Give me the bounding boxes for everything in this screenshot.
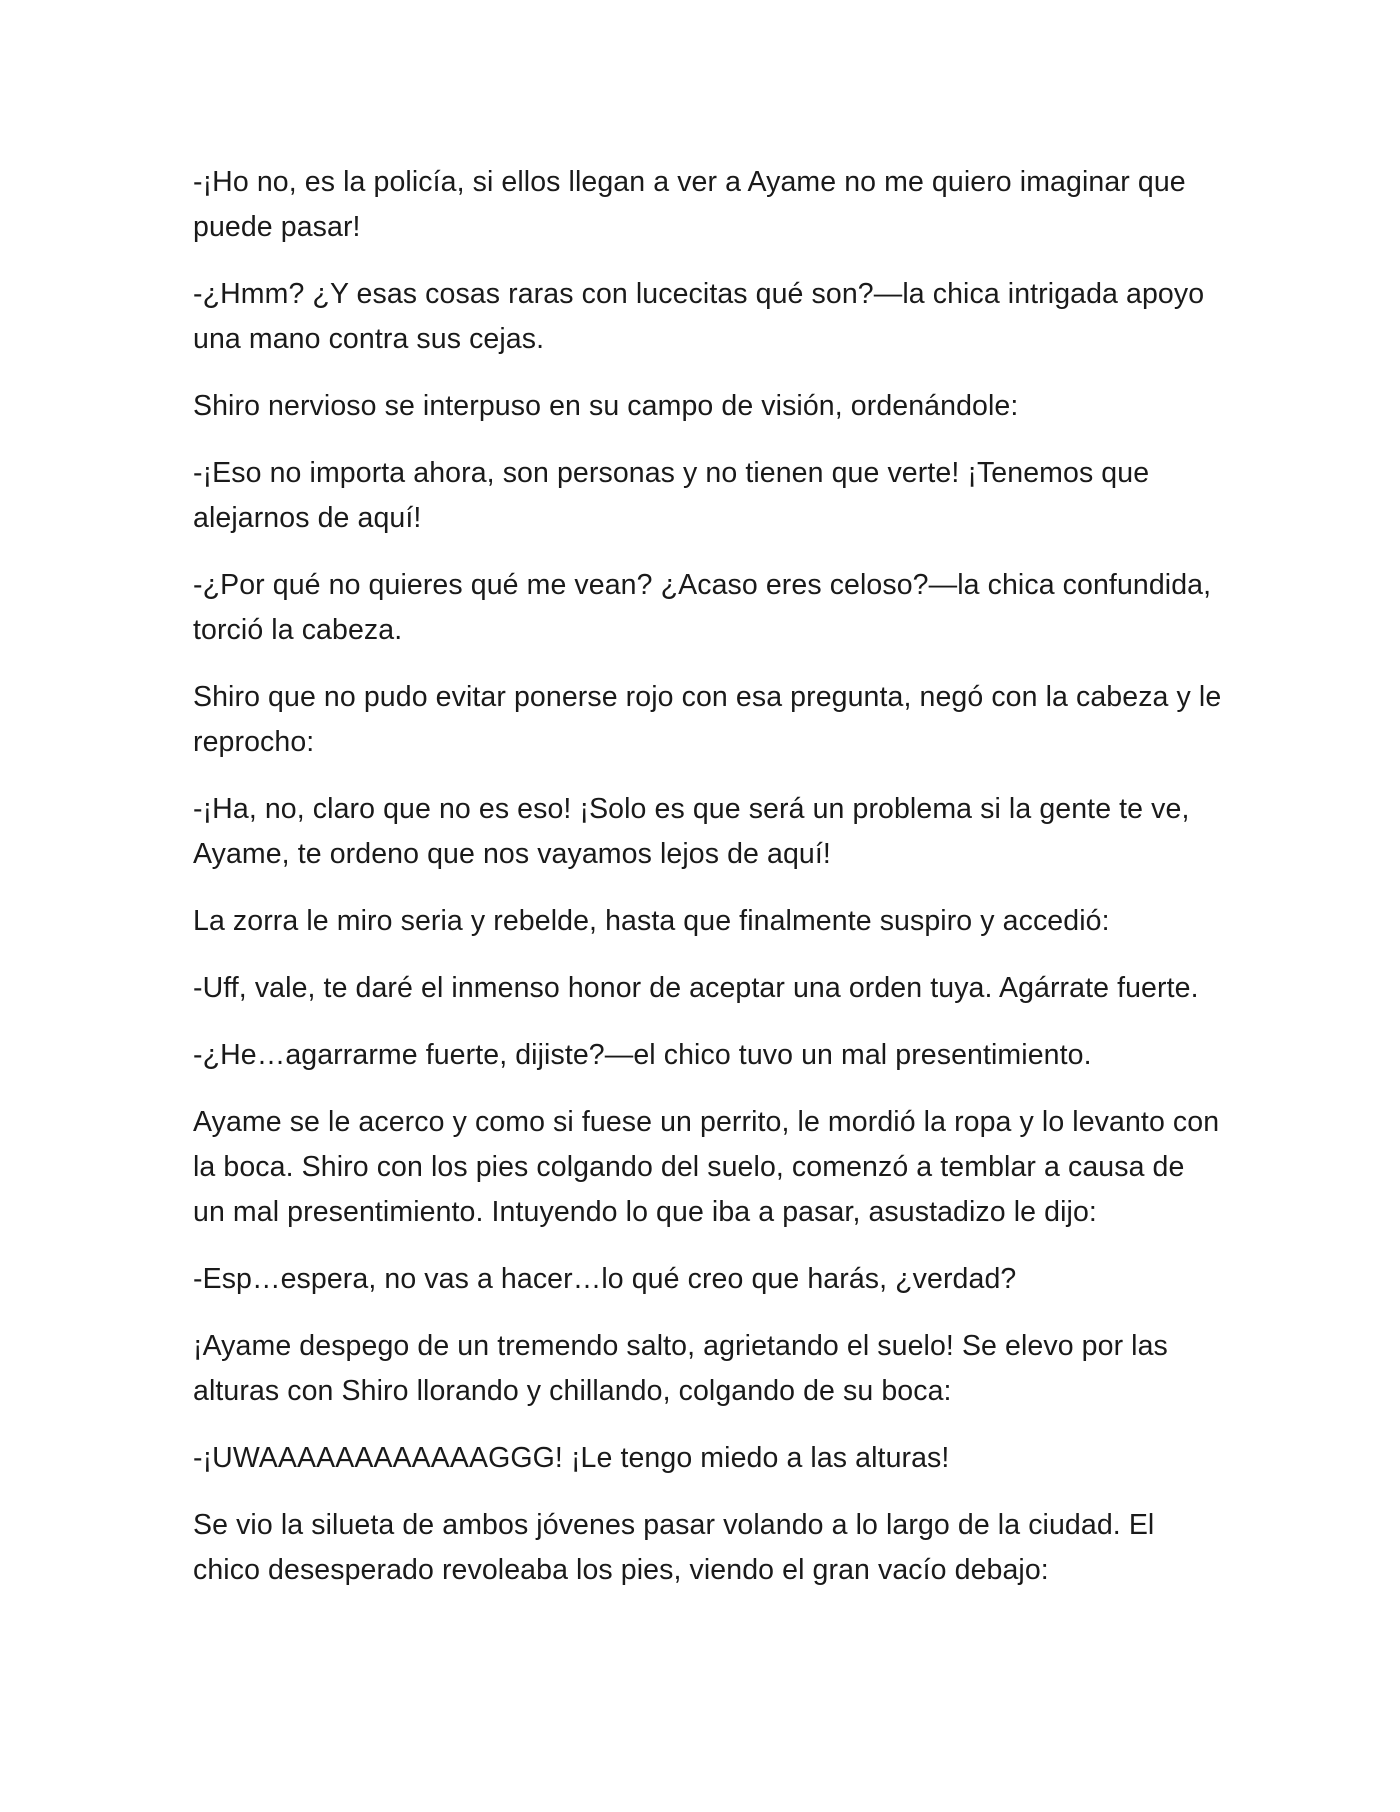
paragraph-1: -¡Ho no, es la policía, si ellos llegan a ver a Ayame no me quiero imaginar que puede pasar! bbox=[193, 166, 1186, 243]
paragraph-5: -¿Por qué no quieres qué me vean? ¿Acaso eres celoso?—la chica confundida, torció la cabeza. bbox=[193, 569, 1212, 646]
paragraph-12: -Esp…espera, no vas a hacer…lo qué creo que harás, ¿verdad? bbox=[193, 1263, 1017, 1295]
paragraph-13: ¡Ayame despego de un tremendo salto, agrietando el suelo! Se elevo por las alturas con Shiro llorando y chillando, colgando de su boca: bbox=[193, 1330, 1168, 1407]
paragraph-2: -¿Hmm? ¿Y esas cosas raras con lucecitas qué son?—la chica intrigada apoyo una mano contra sus cejas. bbox=[193, 278, 1205, 355]
paragraph-14: -¡UWAAAAAAAAAAAAGGG! ¡Le tengo miedo a las alturas! bbox=[193, 1442, 950, 1474]
paragraph-8: La zorra le miro seria y rebelde, hasta que finalmente suspiro y accedió: bbox=[193, 905, 1110, 937]
paragraph-9: -Uff, vale, te daré el inmenso honor de aceptar una orden tuya. Agárrate fuerte. bbox=[193, 972, 1199, 1004]
paragraph-4: -¡Eso no importa ahora, son personas y no tienen que verte! ¡Tenemos que alejarnos de aquí! bbox=[193, 457, 1150, 534]
paragraph-7: -¡Ha, no, claro que no es eso! ¡Solo es que será un problema si la gente te ve, Ayame, te ordeno que nos vayamos lejos de aquí! bbox=[193, 793, 1190, 870]
paragraph-15: Se vio la silueta de ambos jóvenes pasar volando a lo largo de la ciudad. El chico desesperado revoleaba los pies, viendo el gran vacío debajo: bbox=[193, 1509, 1155, 1586]
text-body bbox=[193, 160, 1223, 1615]
paragraph-6: Shiro que no pudo evitar ponerse rojo con esa pregunta, negó con la cabeza y le reprocho: bbox=[193, 681, 1222, 758]
paragraph-10: -¿He…agarrarme fuerte, dijiste?—el chico tuvo un mal presentimiento. bbox=[193, 1039, 1092, 1071]
paragraph-3: Shiro nervioso se interpuso en su campo de visión, ordenándole: bbox=[193, 390, 1019, 422]
paragraph-11: Ayame se le acerco y como si fuese un perrito, le mordió la ropa y lo levanto con la boca. Shiro con los pies colgando del suelo, comenzó a temblar a causa de un mal presentimiento. Intuyendo lo que iba a pasar, asustadizo le dijo: bbox=[193, 1106, 1220, 1228]
